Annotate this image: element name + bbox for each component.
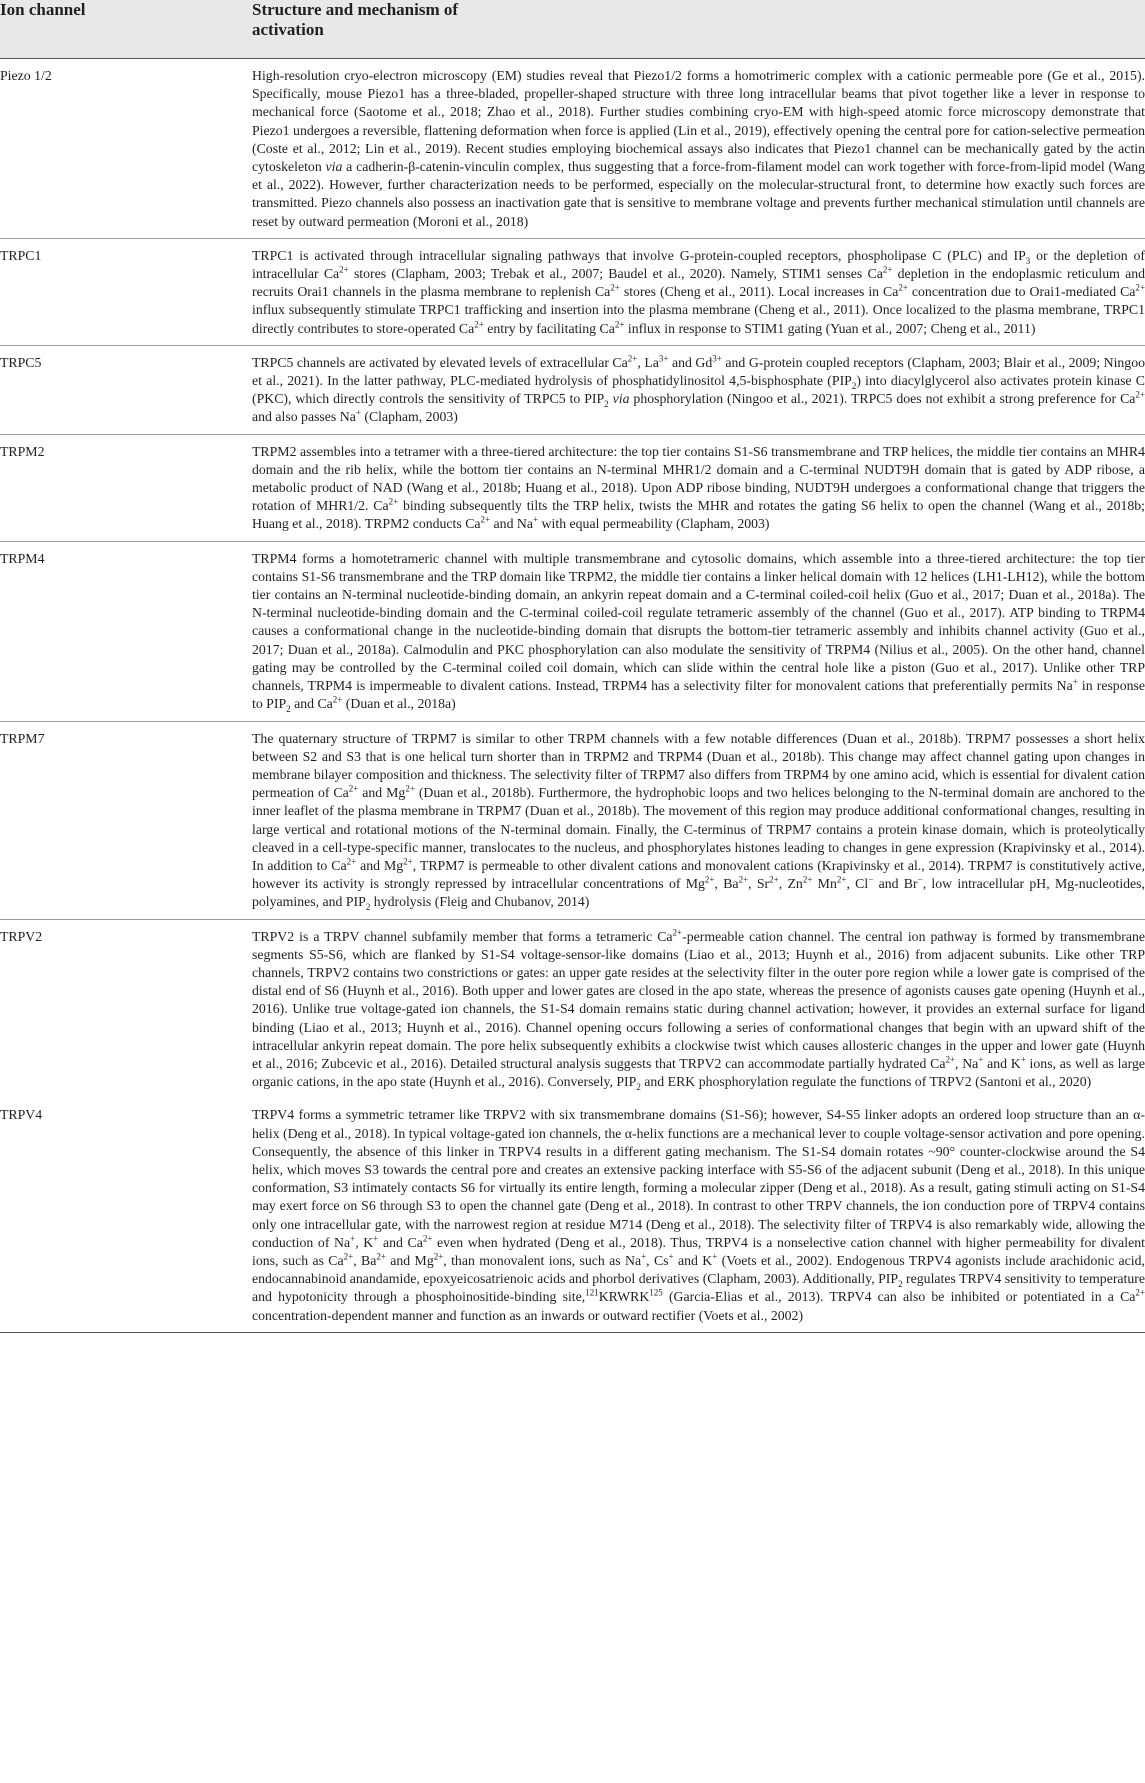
channel-description: TRPM2 assembles into a tetramer with a three-tiered architecture: the top tier contains S1-S6 transmembrane and TRP helices, the middle tier contains an MHR4 domain and the rib helix, while the bottom tier contains an N-terminal MHR1/2 domain and a C-terminal NUDT9H domain that is gated by ADP ribose, a metabolic product of NAD (Wang et al., 2018b; Huang et al., 2018). Upon ADP ribose binding, NUDT9H undergoes a conformational change that triggers the rotation of MHR1/2. $Ca^{2+}$ binding subsequently tilts the TRP helix, twists the MHR and rotates the gating S6 helix to open the channel (Wang et al., 2018b; Huang et al., 2018). TRPM2 conducts $Ca^{2+}$ and Na+ with equal permeability (Clapham, 2003) [252,443,1145,532]
channel-name: TRPM7 [0,730,45,746]
table-row [0,434,1145,541]
channel-description: TRPC1 is activated through intracellular signaling pathways that involve G-protein-coupled receptors, phospholipase C (PLC) and $IP_3$ or the depletion of intracellular $Ca^{2+}$ stores (Clapham, 2003; Trebak et al., 2007; Baudel et al., 2020). Namely, STIM1 senses $Ca^{2+}$ depletion in the endoplasmic reticulum and recruits Orai1 channels in the plasma membrane to replenish $Ca^{2+}$ stores (Cheng et al., 2011). Local increases in $Ca^{2+}$ concentration due to Orai1-mediated $Ca^{2+}$ influx subsequently stimulate TRPC1 trafficking and insertion into the plasma membrane (Cheng et al., 2011). Once localized to the plasma membrane, TRPC1 directly contributes to store-operated $Ca^{2+}$ entry by facilitating $Ca^{2+}$ influx in response to STIM1 gating (Yuan et al., 2007; Cheng et al., 2011) [252,247,1145,336]
channel-name: TRPC5 [0,354,42,370]
table-row [0,919,1145,1098]
table-row [0,721,1145,919]
channel-name: Piezo 1/2 [0,68,52,83]
table-row [0,1098,1145,1332]
channel-name: TRPM4 [0,550,45,566]
channel-description: TRPV2 is a TRPV channel subfamily member that forms a tetrameric $Ca^{2+}$-permeable cation channel. The central ion pathway is formed by transmembrane segments S5-S6, which are flanked by S1-S4 voltage-sensor-like domains (Liao et al., 2013; Huynh et al., 2016) from adjacent subunits. Like other TRP channels, TRPV2 contains two constrictions or gates: an upper gate resides at the selectivity filter in the outer pore region while a lower gate is comprised of the distal end of S6 (Huynh et al., 2016). Both upper and lower gates are closed in the apo state, whereas the presence of agonists causes gate opening (Huynh et al., 2016). Unlike true voltage-gated ion channels, the S1-S4 domain remains static during channel activation; however, it provides an external surface for ligand binding (Liao et al., 2013; Huynh et al., 2016). Channel opening occurs following a series of conformational changes that begin with an upward shift of the intracellular ankyrin repeat domain. The pore helix subsequently exhibits a clockwise twist which causes allosteric changes in the upper and lower gate (Huynh et al., 2016; Zubcevic et al., 2016). Detailed structural analysis suggests that TRPV2 can accommodate partially hydrated $Ca^{2+}$, Na+ and K+ ions, as well as large organic cations, in the apo state (Huynh et al., 2016). Conversely, $PIP_2$ and ERK phosphorylation regulate the functions of TRPV2 (Santoni et al., 2020) [252,926,1145,1092]
channel-description: TRPV4 forms a symmetric tetramer like TRPV2 with six transmembrane domains (S1-S6); however, S4-S5 linker adopts an ordered loop structure than an α-helix (Deng et al., 2018). In typical voltage-gated ion channels, the α-helix functions are a mechanical lever to couple voltage-sensor activation and pore opening. Consequently, the absence of this linker in TRPV4 results in a different gating mechanism. The S1-S4 domain rotates ~90° counter-clockwise around the S4 helix, which moves S3 towards the central pore and creates an extensive packing interface with S5-S6 of the adjacent subunit (Deng et al., 2018). In this unique conformation, S3 intimately contacts S6 for virtually its entire length, forming a molecular zipper (Deng et al., 2018). As a result, gating stimuli acting on S1-S4 may exert force on S6 through S3 to open the channel gate (Deng et al., 2018). In contrast to other TRPV channels, the ion conduction pore of TRPV4 contains only one intracellular gate, with the narrowest region at residue M714 (Deng et al., 2018). The selectivity filter of TRPV4 is also remarkably wide, allowing the conduction of Na+, K+ and $Ca^{2+}$ even when hydrated (Deng et al., 2018). Thus, TRPV4 is a nonselective cation channel with higher permeability for divalent ions, such as $Ca^{2+}$, $Ba^{2+}$ and $Mg^{2+}$, than monovalent ions, such as Na+, Cs+ and K+ (Voets et al., 2002). Endogenous TRPV4 agonists include arachidonic acid, endocannabinoid anandamide, epoxyeicosatrienoic acids and phorbol derivatives (Clapham, 2003). Additionally, $PIP_2$ regulates TRPV4 sensitivity to temperature and hypotonicity through a phosphoinositide-binding site,$^{121}$KRWRK$^{125}$ (Garcia-Elias et al., 2013). TRPV4 can also be inhibited or potentiated in a $Ca^{2+}$ concentration-dependent manner and function as an inwards or outward rectifier (Voets et al., 2002) [252,1107,1145,1323]
table-row [0,59,1145,239]
table-header-row [0,0,1145,59]
column-header-ion-channel: Ion channel [0,0,86,19]
channel-description: High-resolution cryo-electron microscopy (EM) studies reveal that Piezo1/2 forms a homotrimeric complex with a cationic permeable pore (Ge et al., 2015). Specifically, mouse Piezo1 has a three-bladed, propeller-shaped structure with three long intracellular beams that pivot together like a lever in response to mechanical force (Saotome et al., 2018; Zhao et al., 2018). Further studies combining cryo-EM with high-speed atomic force microscopy demonstrate that Piezo1 undergoes a reversible, flattening deformation when force is applied (Lin et al., 2019), effectively opening the central pore for cation-selective permeation (Coste et al., 2012; Lin et al., 2019). Recent studies employing biochemical assays also indicates that Piezo1 channel can be mechanically gated by the actin cytoskeleton via a cadherin-β-catenin-vinculin complex, thus suggesting that a force-from-filament model can work together with force-from-lipid model (Wang et al., 2022). However, further characterization needs to be performed, especially on the molecular-structural front, to determine how exactly such forces are transmitted. Piezo channels also possess an inactivation gate that is sensitive to membrane voltage and prevents further mechanical stimulation until channels are reset by outward permeation (Moroni et al., 2018) [252,68,1145,229]
channel-name: TRPV4 [0,1107,43,1123]
column-header-mechanism: Structure and mechanism of activation [252,0,459,39]
channel-description: The quaternary structure of TRPM7 is similar to other TRPM channels with a few notable differences (Duan et al., 2018b). TRPM7 possesses a short helix between S2 and S3 that is one helical turn shorter than in TRPM2 and TRPM4 (Duan et al., 2018b). This change may affect channel gating upon changes in membrane bilayer composition and thickness. The selectivity filter of TRPM7 also differs from TRPM4 by one amino acid, which is essential for divalent cation permeation of $Ca^{2+}$ and $Mg^{2+}$ (Duan et al., 2018b). Furthermore, the hydrophobic loops and two helices belonging to the N-terminal domain are anchored to the inner leaflet of the plasma membrane in TRPM7 (Duan et al., 2018b). The movement of this region may produce additional conformational changes, resulting in large vertical and rotational motions of the N-terminal domain. Finally, the C-terminus of TRPM7 contains a protein kinase domain, which is proteolytically cleaved in a cell-type-specific manner, translocates to the nucleus, and phosphorylates histones leading to changes in gene expression (Krapivinsky et al., 2014). In addition to $Ca^{2+}$ and $Mg^{2+}$, TRPM7 is permeable to other divalent cations and monovalent cations (Krapivinsky et al., 2014). TRPM7 is constitutively active, however its activity is strongly repressed by intracellular concentrations of $Mg^{2+}$, $Ba^{2+}$, $Sr^{2+}$, $Zn^{2+}$ $Mn^{2+}$, Cl− and Br−, low intracellular pH, Mg-nucleotides, polyamines, and $PIP_2$ hydrolysis (Fleig and Chubanov, 2014) [252,730,1145,913]
table-row [0,541,1145,721]
table-row [0,238,1145,345]
channel-name: TRPM2 [0,443,45,459]
channel-name: TRPV2 [0,928,43,944]
table-row [0,345,1145,434]
channel-description: TRPM4 forms a homotetrameric channel with multiple transmembrane and cytosolic domains, which assemble into a three-tiered architecture: the top tier contains S1-S6 transmembrane and the TRP domain like TRPM2, the middle tier contains a linker helical domain with 12 helices (LH1-LH12), while the bottom tier contains an N-terminal nucleotide-binding domain, an ankyrin repeat domain and a C-terminal coiled-coil helix (Guo et al., 2017; Duan et al., 2018a). The N-terminal nucleotide-binding domain and the C-terminal coiled-coil regulate tetrameric assembly of the channel (Guo et al., 2017). ATP binding to TRPM4 causes a conformational change in the nucleotide-binding domain that disrupts the bottom-tier tetrameric assembly and inhibits channel activity (Guo et al., 2017; Duan et al., 2018a). Calmodulin and PKC phosphorylation can also modulate the sensitivity of TRPM4 (Nilius et al., 2005). On the other hand, channel gating may be controlled by the C-terminal coiled coil domain, which can slide within the central hole like a piston (Guo et al., 2017). Unlike other TRP channels, TRPM4 is impermeable to divalent cations. Instead, TRPM4 has a selectivity filter for monovalent cations that preferentially permits Na+ in response to $PIP_2$ and $Ca^{2+}$ (Duan et al., 2018a) [252,550,1145,715]
channel-description: TRPC5 channels are activated by elevated levels of extracellular $Ca^{2+}$, $La^{3+}$ and $Gd^{3+}$ and G-protein coupled receptors (Clapham, 2003; Blair et al., 2009; Ningoo et al., 2021). In the latter pathway, PLC-mediated hydrolysis of phosphatidylinositol 4,5-bisphosphate $(PIP_2)$ into diacylglycerol also activates protein kinase C (PKC), which directly controls the sensitivity of TRPC5 to $PIP_2$ via phosphorylation (Ningoo et al., 2021). TRPC5 does not exhibit a strong preference for $Ca^{2+}$ and also passes Na+ (Clapham, 2003) [252,353,1145,425]
channel-name: TRPC1 [0,247,42,263]
